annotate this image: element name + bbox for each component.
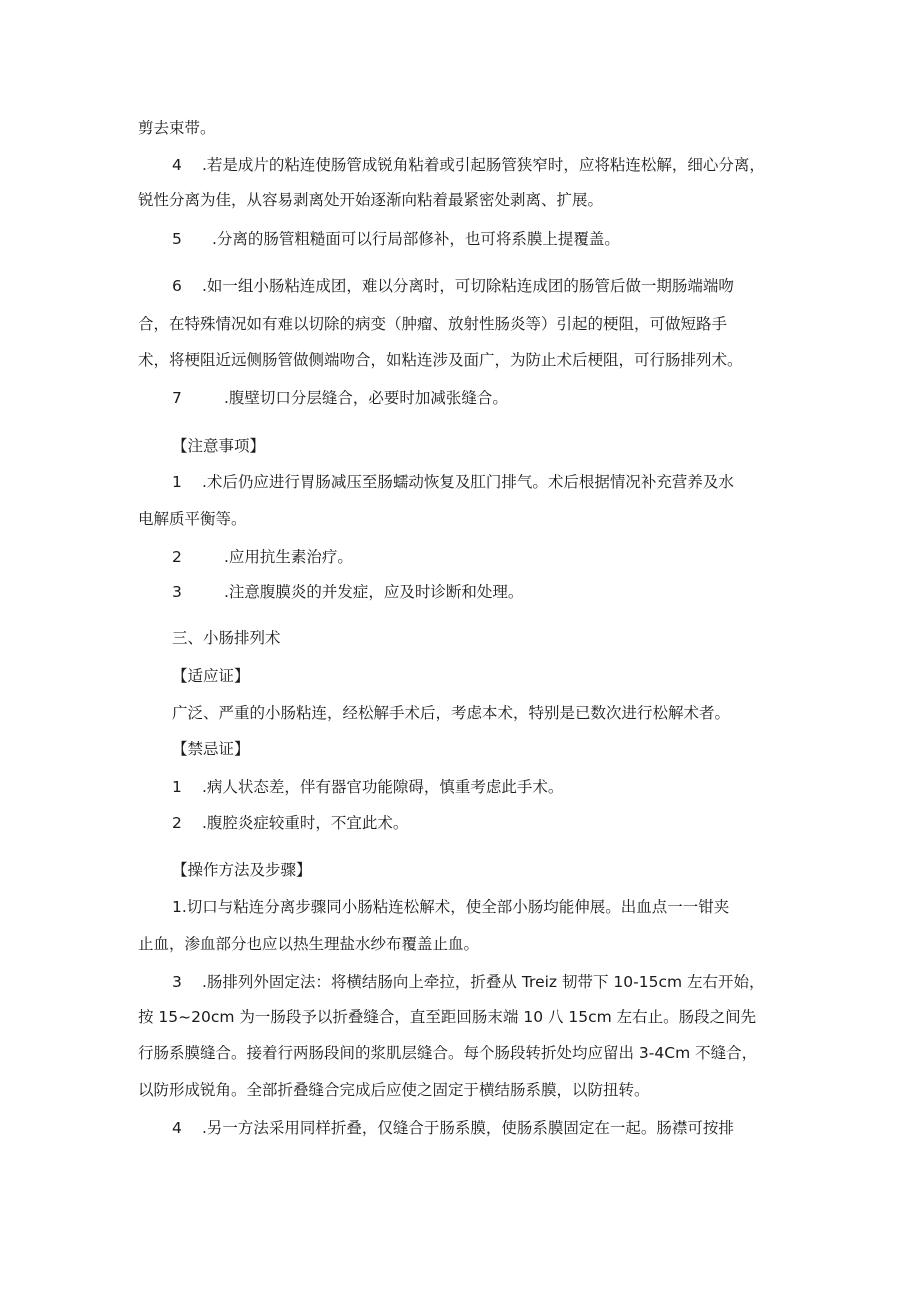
list-item xyxy=(172,155,765,175)
line-text: 术，将梗阻近远侧肠管做侧端吻合，如粘连涉及面广，为防止术后梗阻，可行肠排列术。 xyxy=(138,351,743,369)
title-text: 三、小肠排列术 xyxy=(172,629,281,647)
heading-text: 【注意事项】 xyxy=(172,437,266,455)
section-heading xyxy=(172,666,250,686)
item-number: 4 xyxy=(172,1119,182,1137)
text-line xyxy=(138,1080,650,1100)
item-number: 3 xyxy=(172,583,182,601)
text-line xyxy=(138,190,603,210)
text-line xyxy=(138,934,479,954)
text-line xyxy=(138,118,216,138)
heading-text: 【操作方法及步骤】 xyxy=(172,861,312,879)
text-line xyxy=(138,1043,757,1063)
text-line xyxy=(138,350,743,370)
section-heading xyxy=(172,436,265,456)
line-text: .如一组小肠粘连成团，难以分离时，可切除粘连成团的肠管后做一期肠端端吻 xyxy=(202,277,734,295)
item-number: 2 xyxy=(172,814,182,832)
item-number: 4 xyxy=(172,156,182,174)
heading-text: 【禁忌证】 xyxy=(172,740,250,758)
text-line xyxy=(138,1007,756,1027)
line-text: .术后仍应进行胃肠减压至肠蠕动恢复及肛门排气。术后根据情况补充营养及水 xyxy=(202,473,734,491)
line-text: .腹壁切口分层缝合，必要时加减张缝合。 xyxy=(224,389,508,407)
item-number: 2 xyxy=(172,548,182,566)
item-number: 1 xyxy=(172,778,182,796)
line-text: .注意腹膜炎的并发症，应及时诊断和处理。 xyxy=(224,583,524,601)
item-number: 6 xyxy=(172,277,182,295)
list-item xyxy=(172,972,765,992)
line-text: 锐性分离为佳，从容易剥离处开始逐渐向粘着最紧密处剥离、扩展。 xyxy=(138,191,604,209)
list-item xyxy=(172,547,353,567)
line-text: 按 15~20cm 为一肠段予以折叠缝合，直至距回肠末端 10 八 15cm 左右止。肠段之间先 xyxy=(138,1008,757,1026)
line-text: .分离的肠管粗糙面可以行局部修补，也可将系膜上提覆盖。 xyxy=(212,230,620,248)
line-text: .病人状态差，伴有器官功能隙碍，慎重考虑此手术。 xyxy=(202,778,564,796)
list-item xyxy=(172,1118,734,1138)
line-text: .另一方法采用同样折叠，仅缝合于肠系膜，使肠系膜固定在一起。肠襟可按排 xyxy=(202,1119,734,1137)
line-text: .腹腔炎症较重时，不宜此术。 xyxy=(202,814,409,832)
line-text: 合，在特殊情况如有难以切除的病变（肿瘤、放射性肠炎等）引起的梗阻，可做短路手 xyxy=(138,315,728,333)
line-text: 广泛、严重的小肠粘连，经松解手术后，考虑本术，特别是已数次进行松解术者。 xyxy=(172,704,731,722)
section-heading xyxy=(172,860,312,880)
line-text: 电解质平衡等。 xyxy=(138,510,247,528)
list-item xyxy=(172,777,563,797)
list-item xyxy=(172,582,523,602)
list-item xyxy=(172,472,734,492)
line-text: 剪去束带。 xyxy=(138,119,216,137)
line-text: 1.切口与粘连分离步骤同小肠粘连松解术，使全部小肠均能伸展。出血点一一钳夹 xyxy=(172,898,730,916)
text-line xyxy=(138,509,247,529)
list-item xyxy=(172,388,508,408)
text-line xyxy=(172,897,729,917)
section-heading xyxy=(172,739,250,759)
text-line xyxy=(138,314,727,334)
item-number: 7 xyxy=(172,389,182,407)
item-number: 5 xyxy=(172,230,182,248)
line-text: .应用抗生素治疗。 xyxy=(224,548,353,566)
line-text: 以防形成锐角。全部折叠缝合完成后应使之固定于横结肠系膜，以防扭转。 xyxy=(138,1081,650,1099)
list-item xyxy=(172,229,620,249)
line-text: .肠排列外固定法：将横结肠向上牵拉，折叠从 Treiz 韧带下 10-15cm 左右开始， xyxy=(202,973,765,991)
text-line xyxy=(172,703,730,723)
line-text: 止血，渗血部分也应以热生理盐水纱布覆盖止血。 xyxy=(138,935,480,953)
list-item xyxy=(172,813,408,833)
heading-text: 【适应证】 xyxy=(172,667,250,685)
list-item xyxy=(172,276,734,296)
line-text: 行肠系膜缝合。接着行两肠段间的浆肌层缝合。每个肠段转折处均应留出 3-4Cm 不缝合， xyxy=(138,1044,758,1062)
item-number: 1 xyxy=(172,473,182,491)
line-text: .若是成片的粘连使肠管成锐角粘着或引起肠管狭窄时，应将粘连松解，细心分离， xyxy=(202,156,765,174)
item-number: 3 xyxy=(172,973,182,991)
section-title xyxy=(172,628,281,648)
